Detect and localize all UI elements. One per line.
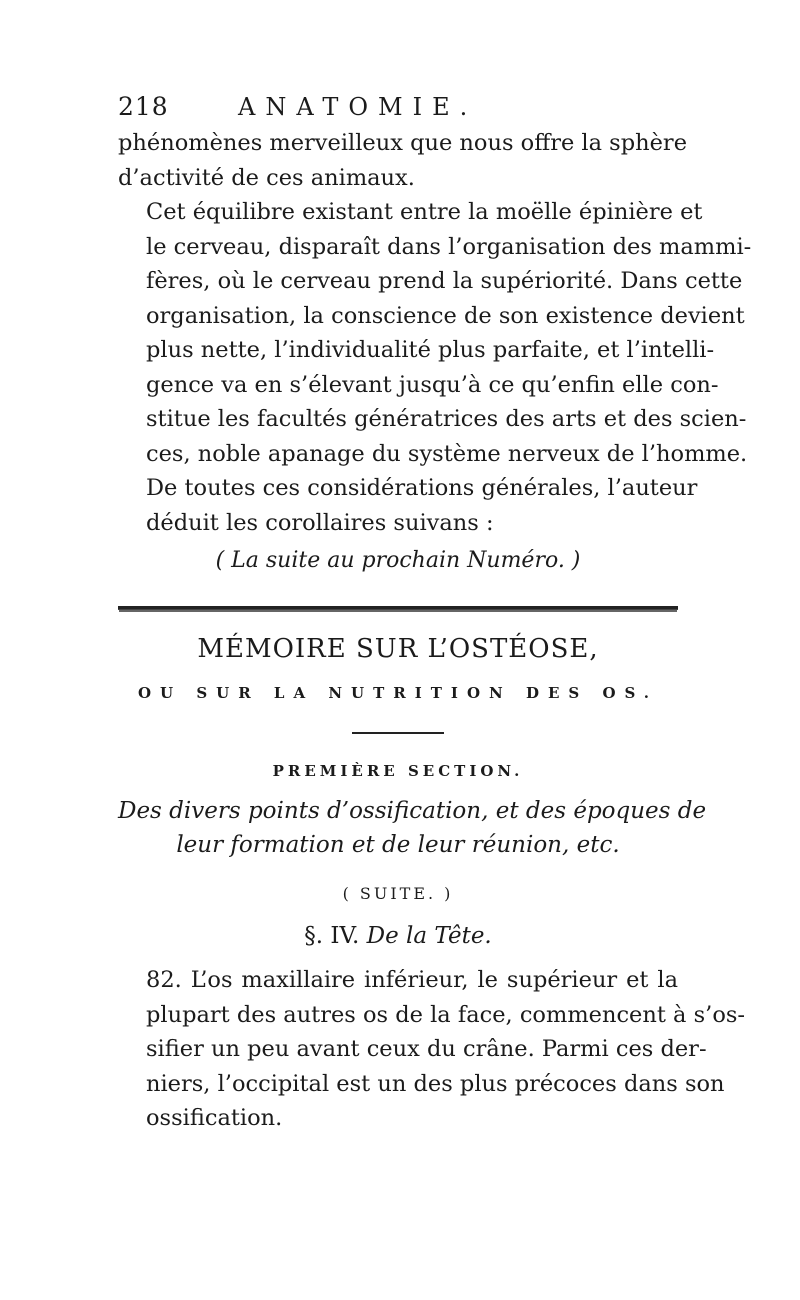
text-line: fères, où le cerveau prend la supériorité. Dans cette <box>146 268 743 294</box>
text-line: stitue les facultés génératrices des arts et des scien- <box>146 406 747 432</box>
suite-label: ( SUITE. ) <box>342 884 454 903</box>
paragraph-sign: §. IV. <box>304 923 360 949</box>
text-line: De toutes ces considérations générales, l’auteur <box>146 475 698 501</box>
text-line: organisation, la conscience de son existence devient <box>146 302 745 329</box>
page-number: 218 <box>118 92 169 121</box>
text-line: gence va en s’élevant jusqu’à ce qu’enfin elle con- <box>146 371 719 398</box>
text-line: niers, l’occipital est un des plus précoces dans son <box>146 1070 725 1097</box>
page-header <box>118 92 678 126</box>
article-subtitle: OU SUR LA NUTRITION DES OS. <box>137 684 659 702</box>
running-title: ANATOMIE. <box>238 93 478 121</box>
text-line: sifier un peu avant ceux du crâne. Parmi ces der- <box>146 1036 707 1062</box>
section-title <box>118 794 707 862</box>
text-line: phénomènes merveilleux que nous offre la sphère <box>118 130 688 156</box>
paragraph-continuation <box>118 126 688 195</box>
section-divider <box>118 606 678 610</box>
article-title: MÉMOIRE SUR L’OSTÉOSE, <box>197 634 599 664</box>
text-line: 82. L’os maxillaire inférieur, le supérieur et la <box>146 967 678 993</box>
text-line: plus nette, l’individualité plus parfaite, et l’intelli- <box>146 337 715 363</box>
text-line: ossification. <box>146 1105 283 1131</box>
text-line: le cerveau, disparaît dans l’organisation des mammi- <box>146 233 752 260</box>
text-line: d’activité de ces animaux. <box>118 164 415 191</box>
paragraph-82 <box>118 963 746 1136</box>
section-title-line: leur formation et de leur réunion, etc. <box>176 832 620 858</box>
book-page <box>118 92 752 1136</box>
paragraph-heading <box>118 923 678 949</box>
text-line: Cet équilibre existant entre la moëlle épinière et <box>146 199 703 225</box>
text-line: plupart des autres os de la face, commencent à s’os- <box>146 1001 746 1028</box>
paragraph-equilibrium <box>118 195 752 471</box>
section-title-line: Des divers points d’ossification, et des époques de <box>118 798 707 824</box>
paragraph-corollaries <box>118 471 698 540</box>
short-divider <box>352 732 444 734</box>
text-line: ces, noble apanage du système nerveux de l’homme. <box>146 440 748 467</box>
text-line: déduit les corollaires suivans : <box>146 509 494 536</box>
continuation-note: ( La suite au prochain Numéro. ) <box>215 548 581 573</box>
section-heading: PREMIÈRE SECTION. <box>272 762 524 780</box>
paragraph-title: De la Tête. <box>366 923 492 949</box>
